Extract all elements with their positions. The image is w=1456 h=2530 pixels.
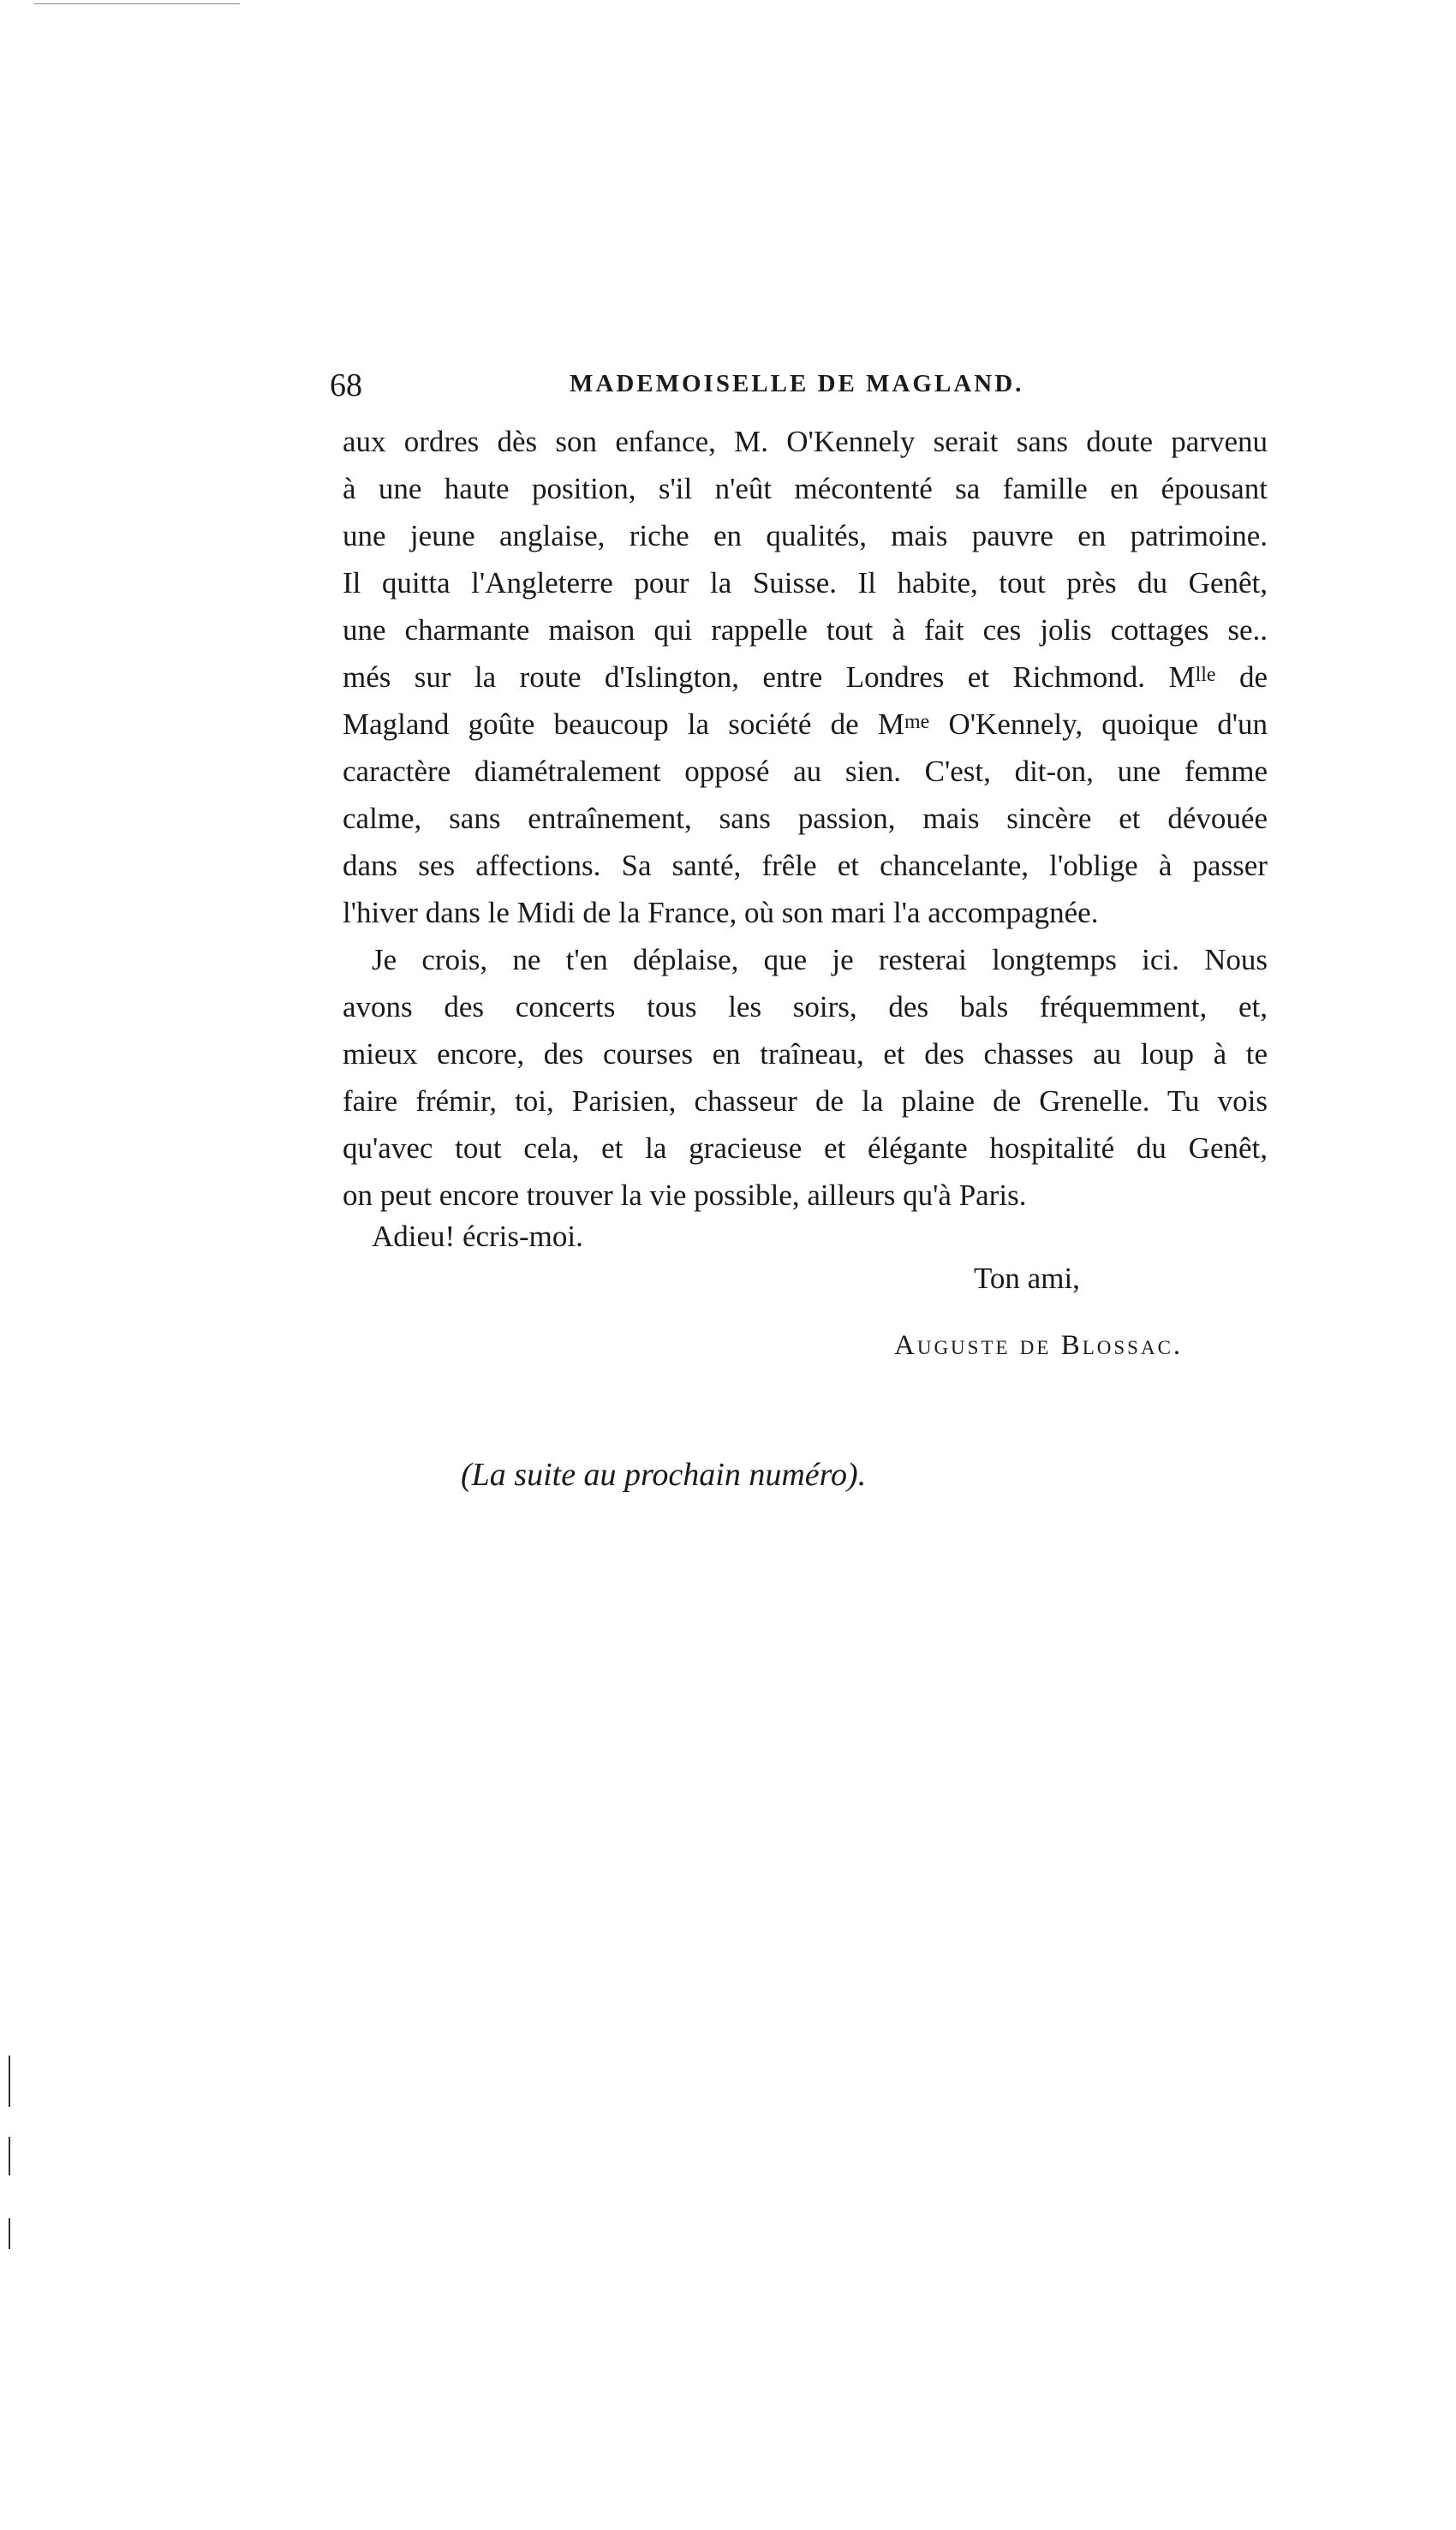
continuation-note: (La suite au prochain numéro). [461, 1457, 867, 1493]
text-line: dans ses affections. Sa santé, frêle et chancelante, l'oblige à passer [343, 849, 1268, 882]
text-line: mieux encore, des courses en traîneau, et des chasses au loup à te [343, 1037, 1268, 1071]
scan-artifact [9, 2218, 10, 2249]
page-number: 68 [330, 367, 362, 403]
text-line: on peut encore trouver la vie possible, ailleurs qu'à Paris. [343, 1178, 1027, 1212]
text-fragment: Magland goûte beaucoup la société de [343, 707, 859, 741]
text-line: faire frémir, toi, Parisien, chasseur de la plaine de Grenelle. Tu vois [343, 1084, 1268, 1118]
text-line: calme, sans entraînement, sans passion, mais sincère et dévouée [343, 802, 1268, 835]
abbrev-mlle: $M^{lle}$ [1168, 660, 1216, 694]
page-header [330, 367, 1263, 409]
text-fragment: més sur la route d'Islington, entre Londres et Richmond. [343, 660, 1146, 694]
text-line [343, 701, 1268, 748]
signoff-line: Ton ami, [974, 1262, 1080, 1295]
scan-artifact [9, 2056, 10, 2107]
text-line [343, 653, 1268, 701]
text-line: avons des concerts tous les soirs, des bals fréquemment, et, [343, 990, 1268, 1023]
abbrev-mme: $M^{me}$ [877, 707, 930, 741]
signature: Auguste de Blossac. [894, 1330, 1184, 1361]
scan-artifact [34, 3, 240, 4]
text-line: l'hiver dans le Midi de la France, où son mari l'a accompagnée. [343, 896, 1099, 929]
text-line: Il quitta l'Angleterre pour la Suisse. Il habite, tout près du Genêt, [343, 566, 1268, 600]
text-fragment: O'Kennely, quoique d'un [948, 707, 1268, 741]
text-line: caractère diamétralement opposé au sien. C'est, dit-on, une femme [343, 755, 1268, 788]
text-line: à une haute position, s'il n'eût mécontenté sa famille en épousant [343, 472, 1268, 505]
text-line: une jeune anglaise, riche en qualités, mais pauvre en patrimoine. [343, 519, 1268, 552]
text-fragment: de [1238, 660, 1268, 694]
scan-artifact [9, 2137, 10, 2175]
body-text [343, 418, 1268, 1219]
farewell-line: Adieu! écris-moi. [372, 1220, 583, 1253]
running-title: MADEMOISELLE DE MAGLAND. [570, 370, 1024, 397]
text-line: qu'avec tout cela, et la gracieuse et élégante hospitalité du Genêt, [343, 1131, 1268, 1165]
text-line: une charmante maison qui rappelle tout à fait ces jolis cottages se.. [343, 613, 1268, 647]
text-line: aux ordres dès son enfance, M. O'Kennely serait sans doute parvenu [343, 425, 1268, 458]
text-line: Je crois, ne t'en déplaise, que je resterai longtemps ici. Nous [372, 943, 1268, 976]
